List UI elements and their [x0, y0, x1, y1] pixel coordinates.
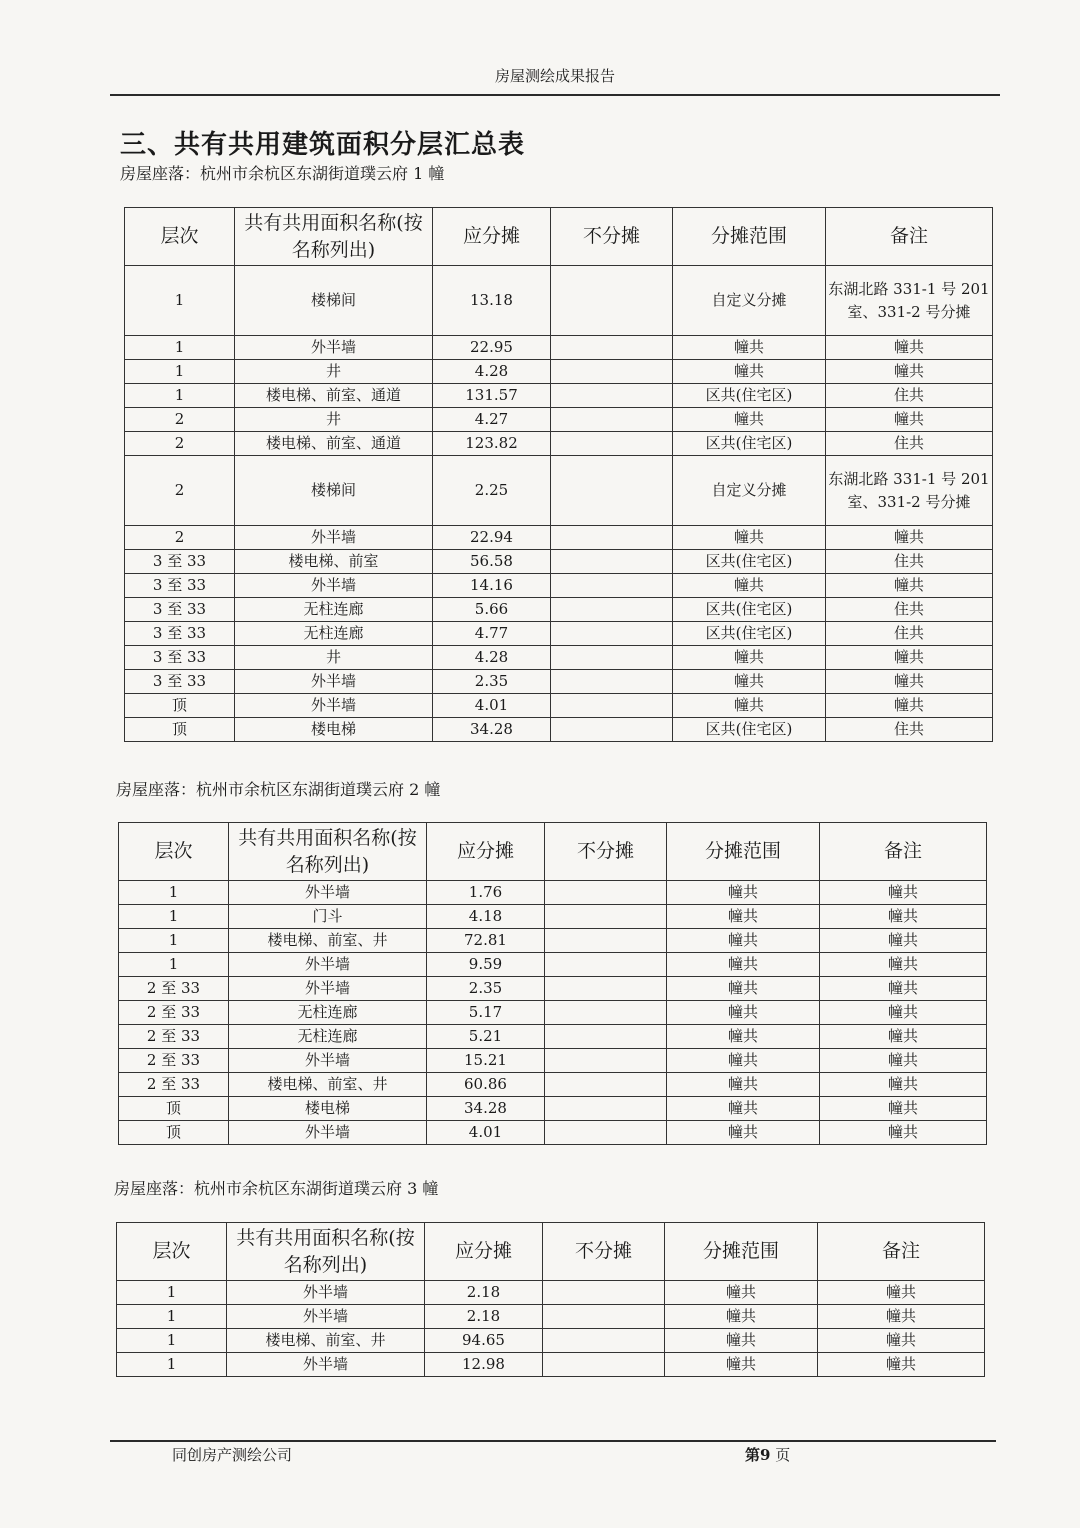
page-header: 房屋测绘成果报告	[110, 58, 1000, 96]
cell-scope: 自定义分摊	[673, 266, 826, 336]
cell-share: 4.77	[433, 622, 551, 646]
cell-noshare	[551, 598, 673, 622]
cell-name: 外半墙	[229, 881, 427, 905]
cell-scope: 幢共	[665, 1281, 818, 1305]
cell-share: 22.95	[433, 336, 551, 360]
cell-floor: 3 至 33	[125, 670, 235, 694]
table-row	[125, 718, 993, 742]
cell-floor: 3 至 33	[125, 622, 235, 646]
cell-floor: 1	[117, 1305, 227, 1329]
footer-rule	[110, 1440, 996, 1442]
cell-noshare	[543, 1305, 665, 1329]
cell-name: 楼电梯、前室、井	[229, 1073, 427, 1097]
table-row	[125, 694, 993, 718]
table-header-row	[119, 823, 987, 881]
cell-noshare	[545, 977, 667, 1001]
cell-floor: 1	[125, 384, 235, 408]
cell-share: 94.65	[425, 1329, 543, 1353]
cell-scope: 幢共	[673, 408, 826, 432]
cell-floor: 1	[119, 953, 229, 977]
cell-note: 幢共	[826, 670, 993, 694]
table-row	[125, 526, 993, 550]
cell-name: 外半墙	[229, 1121, 427, 1145]
cell-noshare	[545, 929, 667, 953]
cell-note: 幢共	[826, 360, 993, 384]
cell-note: 幢共	[820, 1073, 987, 1097]
cell-scope: 自定义分摊	[673, 456, 826, 526]
cell-name: 外半墙	[235, 670, 433, 694]
cell-note: 幢共	[820, 1097, 987, 1121]
cell-noshare	[551, 622, 673, 646]
cell-name: 外半墙	[235, 526, 433, 550]
cell-noshare	[551, 550, 673, 574]
cell-share: 1.76	[427, 881, 545, 905]
cell-name: 无柱连廊	[235, 598, 433, 622]
cell-floor: 1	[119, 881, 229, 905]
cell-note: 东湖北路 331-1 号 201 室、331-2 号分摊	[826, 456, 993, 526]
location-building-3: 房屋座落：杭州市余杭区东湖街道璞云府 3 幢	[114, 1179, 439, 1198]
section-title: 三、共有共用建筑面积分层汇总表	[120, 130, 526, 160]
cell-noshare	[551, 694, 673, 718]
cell-name: 外半墙	[227, 1281, 425, 1305]
page-suffix: 页	[775, 1446, 791, 1464]
cell-note: 住共	[826, 550, 993, 574]
cell-note: 幢共	[820, 881, 987, 905]
cell-scope: 幢共	[673, 574, 826, 598]
cell-note: 幢共	[818, 1305, 985, 1329]
cell-note: 幢共	[820, 1121, 987, 1145]
footer-company: 同创房产测绘公司	[172, 1446, 293, 1464]
cell-noshare	[551, 266, 673, 336]
table-row	[125, 598, 993, 622]
cell-scope: 幢共	[667, 905, 820, 929]
cell-note: 住共	[826, 622, 993, 646]
table-header-row	[117, 1223, 985, 1281]
cell-share: 2.35	[427, 977, 545, 1001]
cell-name: 井	[235, 360, 433, 384]
col-header-share: 应分摊	[425, 1223, 543, 1281]
cell-scope: 区共(住宅区)	[673, 384, 826, 408]
cell-scope: 幢共	[673, 694, 826, 718]
cell-scope: 幢共	[667, 881, 820, 905]
cell-share: 4.27	[433, 408, 551, 432]
cell-name: 外半墙	[227, 1305, 425, 1329]
cell-scope: 幢共	[667, 1121, 820, 1145]
cell-note: 幢共	[820, 953, 987, 977]
cell-noshare	[543, 1329, 665, 1353]
cell-name: 楼梯间	[235, 456, 433, 526]
cell-scope: 幢共	[665, 1353, 818, 1377]
cell-floor: 1	[125, 336, 235, 360]
col-header-noshare: 不分摊	[551, 208, 673, 266]
cell-floor: 2	[125, 408, 235, 432]
cell-floor: 2 至 33	[119, 977, 229, 1001]
summary-table-building-1	[124, 207, 993, 742]
cell-floor: 3 至 33	[125, 646, 235, 670]
col-header-note: 备注	[826, 208, 993, 266]
cell-note: 幢共	[820, 905, 987, 929]
cell-scope: 幢共	[667, 953, 820, 977]
cell-floor: 1	[119, 929, 229, 953]
location-building-1: 房屋座落：杭州市余杭区东湖街道璞云府 1 幢	[120, 164, 445, 183]
cell-share: 4.28	[433, 646, 551, 670]
cell-name: 外半墙	[229, 1049, 427, 1073]
cell-floor: 1	[117, 1329, 227, 1353]
cell-name: 外半墙	[235, 694, 433, 718]
cell-note: 幢共	[826, 646, 993, 670]
cell-name: 无柱连廊	[229, 1025, 427, 1049]
cell-share: 15.21	[427, 1049, 545, 1073]
table-row	[119, 881, 987, 905]
cell-name: 楼电梯、前室	[235, 550, 433, 574]
cell-scope: 幢共	[667, 1097, 820, 1121]
cell-name: 楼电梯、前室、井	[229, 929, 427, 953]
cell-name: 外半墙	[227, 1353, 425, 1377]
cell-note: 幢共	[818, 1281, 985, 1305]
cell-note: 住共	[826, 598, 993, 622]
page-prefix: 第	[745, 1446, 761, 1464]
table-row	[117, 1281, 985, 1305]
cell-name: 楼梯间	[235, 266, 433, 336]
cell-scope: 幢共	[665, 1329, 818, 1353]
table-row	[117, 1329, 985, 1353]
cell-share: 2.25	[433, 456, 551, 526]
cell-name: 楼电梯、前室、通道	[235, 384, 433, 408]
cell-noshare	[545, 1073, 667, 1097]
table-row	[125, 574, 993, 598]
cell-share: 60.86	[427, 1073, 545, 1097]
col-header-note: 备注	[818, 1223, 985, 1281]
cell-share: 5.66	[433, 598, 551, 622]
page-number: 9	[760, 1446, 771, 1464]
cell-share: 22.94	[433, 526, 551, 550]
col-header-floor: 层次	[125, 208, 235, 266]
col-header-scope: 分摊范围	[667, 823, 820, 881]
cell-note: 幢共	[820, 1025, 987, 1049]
summary-table-building-2	[118, 822, 987, 1145]
cell-share: 123.82	[433, 432, 551, 456]
cell-share: 4.01	[427, 1121, 545, 1145]
table-row	[125, 384, 993, 408]
cell-scope: 幢共	[667, 1001, 820, 1025]
cell-name: 外半墙	[229, 977, 427, 1001]
col-header-share: 应分摊	[433, 208, 551, 266]
cell-share: 2.18	[425, 1281, 543, 1305]
cell-noshare	[551, 526, 673, 550]
cell-scope: 区共(住宅区)	[673, 550, 826, 574]
col-header-note: 备注	[820, 823, 987, 881]
table-row	[117, 1305, 985, 1329]
table-row	[125, 336, 993, 360]
table-row	[119, 1073, 987, 1097]
cell-floor: 顶	[125, 694, 235, 718]
cell-scope: 幢共	[667, 929, 820, 953]
col-header-noshare: 不分摊	[543, 1223, 665, 1281]
cell-share: 56.58	[433, 550, 551, 574]
cell-noshare	[545, 1001, 667, 1025]
cell-noshare	[545, 905, 667, 929]
cell-noshare	[551, 670, 673, 694]
cell-note: 幢共	[820, 977, 987, 1001]
cell-share: 34.28	[427, 1097, 545, 1121]
cell-noshare	[545, 881, 667, 905]
cell-scope: 区共(住宅区)	[673, 622, 826, 646]
col-header-scope: 分摊范围	[665, 1223, 818, 1281]
col-header-noshare: 不分摊	[545, 823, 667, 881]
table-row	[125, 550, 993, 574]
cell-note: 幢共	[820, 1049, 987, 1073]
cell-share: 131.57	[433, 384, 551, 408]
cell-noshare	[545, 1097, 667, 1121]
cell-noshare	[551, 574, 673, 598]
cell-share: 13.18	[433, 266, 551, 336]
cell-floor: 3 至 33	[125, 574, 235, 598]
cell-scope: 幢共	[673, 526, 826, 550]
cell-noshare	[551, 432, 673, 456]
col-header-name: 共有共用面积名称(按名称列出)	[227, 1223, 425, 1281]
cell-note: 幢共	[826, 694, 993, 718]
cell-name: 外半墙	[235, 336, 433, 360]
table-row	[125, 360, 993, 384]
cell-note: 幢共	[818, 1329, 985, 1353]
cell-name: 井	[235, 646, 433, 670]
col-header-name: 共有共用面积名称(按名称列出)	[235, 208, 433, 266]
cell-floor: 2 至 33	[119, 1025, 229, 1049]
table-row	[119, 1025, 987, 1049]
cell-note: 住共	[826, 384, 993, 408]
table-row	[119, 1049, 987, 1073]
cell-name: 井	[235, 408, 433, 432]
cell-floor: 顶	[119, 1121, 229, 1145]
table-row	[125, 456, 993, 526]
cell-scope: 幢共	[665, 1305, 818, 1329]
cell-name: 外半墙	[229, 953, 427, 977]
col-header-floor: 层次	[117, 1223, 227, 1281]
cell-note: 幢共	[820, 929, 987, 953]
cell-floor: 2 至 33	[119, 1049, 229, 1073]
cell-note: 幢共	[820, 1001, 987, 1025]
cell-share: 34.28	[433, 718, 551, 742]
cell-scope: 幢共	[673, 670, 826, 694]
cell-name: 楼电梯、前室、井	[227, 1329, 425, 1353]
col-header-scope: 分摊范围	[673, 208, 826, 266]
cell-note: 幢共	[818, 1353, 985, 1377]
cell-floor: 2 至 33	[119, 1073, 229, 1097]
col-header-share: 应分摊	[427, 823, 545, 881]
table-row	[125, 266, 993, 336]
table-row	[119, 1097, 987, 1121]
cell-noshare	[551, 384, 673, 408]
summary-table-building-3	[116, 1222, 985, 1377]
cell-noshare	[545, 953, 667, 977]
cell-scope: 幢共	[667, 977, 820, 1001]
cell-note: 幢共	[826, 526, 993, 550]
table-row	[117, 1353, 985, 1377]
cell-name: 无柱连廊	[235, 622, 433, 646]
cell-scope: 幢共	[673, 360, 826, 384]
cell-scope: 幢共	[673, 646, 826, 670]
table-header-row	[125, 208, 993, 266]
table-row	[125, 646, 993, 670]
cell-floor: 2	[125, 526, 235, 550]
cell-share: 4.28	[433, 360, 551, 384]
cell-floor: 3 至 33	[125, 598, 235, 622]
cell-floor: 2	[125, 456, 235, 526]
table-row	[125, 432, 993, 456]
cell-share: 2.35	[433, 670, 551, 694]
cell-noshare	[551, 456, 673, 526]
cell-noshare	[551, 718, 673, 742]
table-row	[119, 1001, 987, 1025]
cell-name: 外半墙	[235, 574, 433, 598]
cell-floor: 1	[125, 266, 235, 336]
cell-scope: 区共(住宅区)	[673, 598, 826, 622]
cell-note: 住共	[826, 718, 993, 742]
cell-note: 住共	[826, 432, 993, 456]
cell-share: 14.16	[433, 574, 551, 598]
cell-name: 楼电梯	[235, 718, 433, 742]
cell-share: 5.17	[427, 1001, 545, 1025]
cell-noshare	[545, 1121, 667, 1145]
cell-floor: 2	[125, 432, 235, 456]
cell-scope: 幢共	[667, 1025, 820, 1049]
cell-noshare	[543, 1281, 665, 1305]
cell-scope: 幢共	[673, 336, 826, 360]
col-header-name: 共有共用面积名称(按名称列出)	[229, 823, 427, 881]
col-header-floor: 层次	[119, 823, 229, 881]
cell-share: 5.21	[427, 1025, 545, 1049]
cell-floor: 2 至 33	[119, 1001, 229, 1025]
table-row	[119, 905, 987, 929]
cell-share: 9.59	[427, 953, 545, 977]
cell-share: 72.81	[427, 929, 545, 953]
cell-noshare	[551, 408, 673, 432]
cell-share: 2.18	[425, 1305, 543, 1329]
cell-noshare	[551, 646, 673, 670]
cell-noshare	[545, 1049, 667, 1073]
cell-name: 无柱连廊	[229, 1001, 427, 1025]
cell-floor: 1	[117, 1353, 227, 1377]
table-row	[119, 977, 987, 1001]
table-row	[119, 929, 987, 953]
table-row	[119, 953, 987, 977]
cell-noshare	[545, 1025, 667, 1049]
location-building-2: 房屋座落：杭州市余杭区东湖街道璞云府 2 幢	[116, 780, 441, 799]
cell-scope: 幢共	[667, 1049, 820, 1073]
cell-floor: 1	[117, 1281, 227, 1305]
cell-name: 楼电梯、前室、通道	[235, 432, 433, 456]
cell-floor: 1	[125, 360, 235, 384]
cell-note: 幢共	[826, 336, 993, 360]
cell-floor: 3 至 33	[125, 550, 235, 574]
cell-note: 幢共	[826, 408, 993, 432]
cell-floor: 顶	[119, 1097, 229, 1121]
cell-noshare	[551, 360, 673, 384]
table-row	[119, 1121, 987, 1145]
cell-share: 12.98	[425, 1353, 543, 1377]
cell-note: 东湖北路 331-1 号 201 室、331-2 号分摊	[826, 266, 993, 336]
footer-page-number	[745, 1444, 790, 1465]
cell-noshare	[551, 336, 673, 360]
cell-scope: 区共(住宅区)	[673, 432, 826, 456]
cell-scope: 幢共	[667, 1073, 820, 1097]
cell-scope: 区共(住宅区)	[673, 718, 826, 742]
cell-share: 4.18	[427, 905, 545, 929]
cell-name: 楼电梯	[229, 1097, 427, 1121]
cell-share: 4.01	[433, 694, 551, 718]
cell-noshare	[543, 1353, 665, 1377]
cell-floor: 1	[119, 905, 229, 929]
cell-floor: 顶	[125, 718, 235, 742]
table-row	[125, 408, 993, 432]
table-row	[125, 670, 993, 694]
cell-name: 门斗	[229, 905, 427, 929]
cell-note: 幢共	[826, 574, 993, 598]
table-row	[125, 622, 993, 646]
